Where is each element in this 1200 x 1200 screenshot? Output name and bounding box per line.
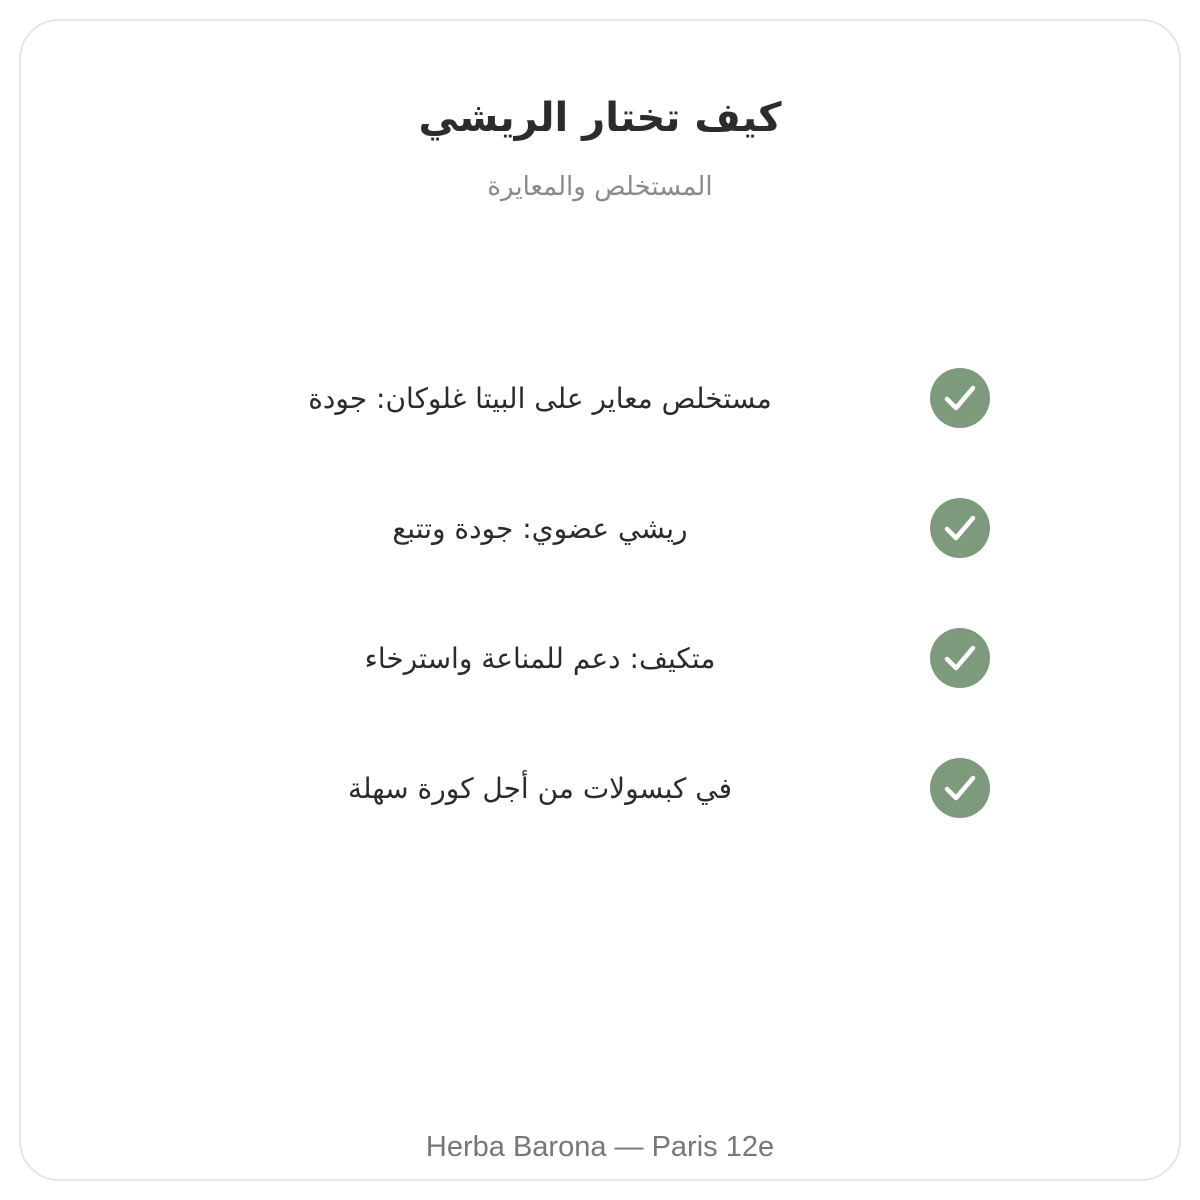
list-item bbox=[0, 497, 1200, 561]
list-item-label: مستخلص معاير على البيتا غلوكان: جودة bbox=[308, 382, 772, 415]
check-circle-icon bbox=[929, 627, 991, 689]
page-subtitle: المستخلص والمعايرة bbox=[487, 172, 713, 202]
list-item bbox=[0, 367, 1200, 431]
list-item-label: ريشي عضوي: جودة وتتبع bbox=[392, 512, 688, 545]
list-item-label: متكيف: دعم للمناعة واسترخاء bbox=[364, 642, 716, 675]
page-title: كيف تختار الريشي bbox=[418, 95, 782, 141]
footer-credit: Herba Barona — Paris 12e bbox=[425, 1131, 775, 1163]
list-item bbox=[0, 627, 1200, 691]
check-circle-icon bbox=[929, 497, 991, 559]
list-item-label: في كبسولات من أجل كورة سهلة bbox=[347, 772, 732, 805]
list-item bbox=[0, 757, 1200, 821]
check-circle-icon bbox=[929, 757, 991, 819]
check-circle-icon bbox=[929, 367, 991, 429]
